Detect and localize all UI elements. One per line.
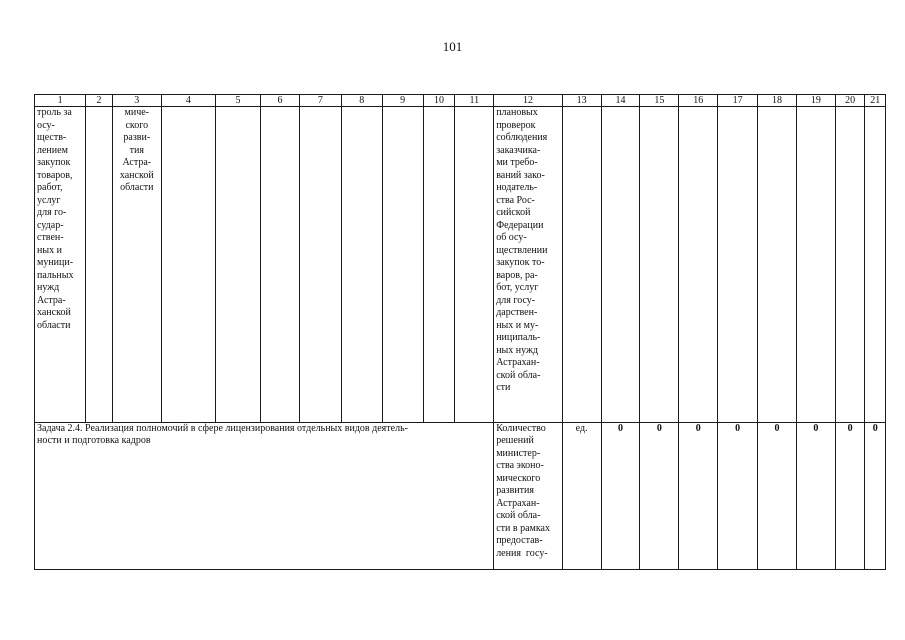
table-cell (261, 107, 300, 423)
table-cell (865, 107, 886, 423)
column-number-cell: 3 (112, 95, 161, 107)
table-cell (601, 107, 640, 423)
table-cell (640, 107, 679, 423)
table-cell (835, 107, 865, 423)
task-text: Задача 2.4. Реализация полномочий в сфере лицензирования отдельных видов деятель- ности и подготовка кадров (37, 422, 408, 447)
table-cell (216, 107, 261, 423)
column-number-cell: 11 (455, 95, 494, 107)
document-table (34, 94, 886, 570)
column-number-cell: 9 (382, 95, 423, 107)
column-number-cell: 19 (796, 95, 835, 107)
value-cell: 0 (718, 422, 758, 569)
table-cell (112, 107, 161, 423)
table-cell (161, 107, 215, 423)
column-number-cell: 1 (35, 95, 86, 107)
cell-text: троль за осу- ществ- лением закупок товаров, работ, услуг для го- судар- ствен- ных и муници- пальных нужд Астра- ханской области (37, 107, 74, 331)
cell-text: плановых проверок соблюдения заказчика- ми требо- ваний зако- нодатель- ства Рос- сийской Федерации об осу- ществлении закупок то- варов, ра- бот, услуг для госу- дарствен- ных и му- ниципаль- ных нужд Астрахан- ской обла- сти (496, 107, 548, 394)
value-cell: 0 (601, 422, 640, 569)
value-cell: 0 (835, 422, 865, 569)
value-cell: 0 (796, 422, 835, 569)
table-cell (494, 107, 563, 423)
value-cell: 0 (865, 422, 886, 569)
column-number-cell: 5 (216, 95, 261, 107)
column-number-cell: 12 (494, 95, 563, 107)
table-cell (299, 107, 341, 423)
table-cell (796, 107, 835, 423)
value-cell: 0 (758, 422, 797, 569)
table-cell (562, 107, 601, 423)
cell-text: Количество решений министер- ства эконо- мического развития Астрахан- ской обла- сти в рамках предостав- ления госу- (496, 422, 550, 559)
table-cell (341, 107, 382, 423)
table-cell (758, 107, 797, 423)
column-number-row (35, 95, 886, 107)
column-number-cell: 13 (562, 95, 601, 107)
column-number-cell: 8 (341, 95, 382, 107)
table-cell (86, 107, 113, 423)
table-cell (35, 107, 86, 423)
column-number-cell: 4 (161, 95, 215, 107)
value-cell: 0 (679, 422, 718, 569)
table-cell (494, 422, 563, 569)
column-number-cell: 16 (679, 95, 718, 107)
column-number-cell: 15 (640, 95, 679, 107)
column-number-cell: 10 (423, 95, 455, 107)
table-row (35, 107, 886, 423)
table-cell (718, 107, 758, 423)
column-number-cell: 18 (758, 95, 797, 107)
column-number-cell: 2 (86, 95, 113, 107)
column-number-cell: 7 (299, 95, 341, 107)
column-number-cell: 6 (261, 95, 300, 107)
table-cell (679, 107, 718, 423)
table-cell (455, 107, 494, 423)
column-number-cell: 21 (865, 95, 886, 107)
column-number-cell: 17 (718, 95, 758, 107)
column-number-cell: 14 (601, 95, 640, 107)
value-cell: 0 (640, 422, 679, 569)
table-cell (423, 107, 455, 423)
task-cell (35, 422, 494, 569)
column-number-cell: 20 (835, 95, 865, 107)
table-cell (382, 107, 423, 423)
page-number: 101 (442, 39, 463, 54)
unit-cell: ед. (562, 422, 601, 569)
cell-text: миче- ского разви- тия Астра- ханской области (119, 107, 154, 194)
table-row (35, 422, 886, 569)
